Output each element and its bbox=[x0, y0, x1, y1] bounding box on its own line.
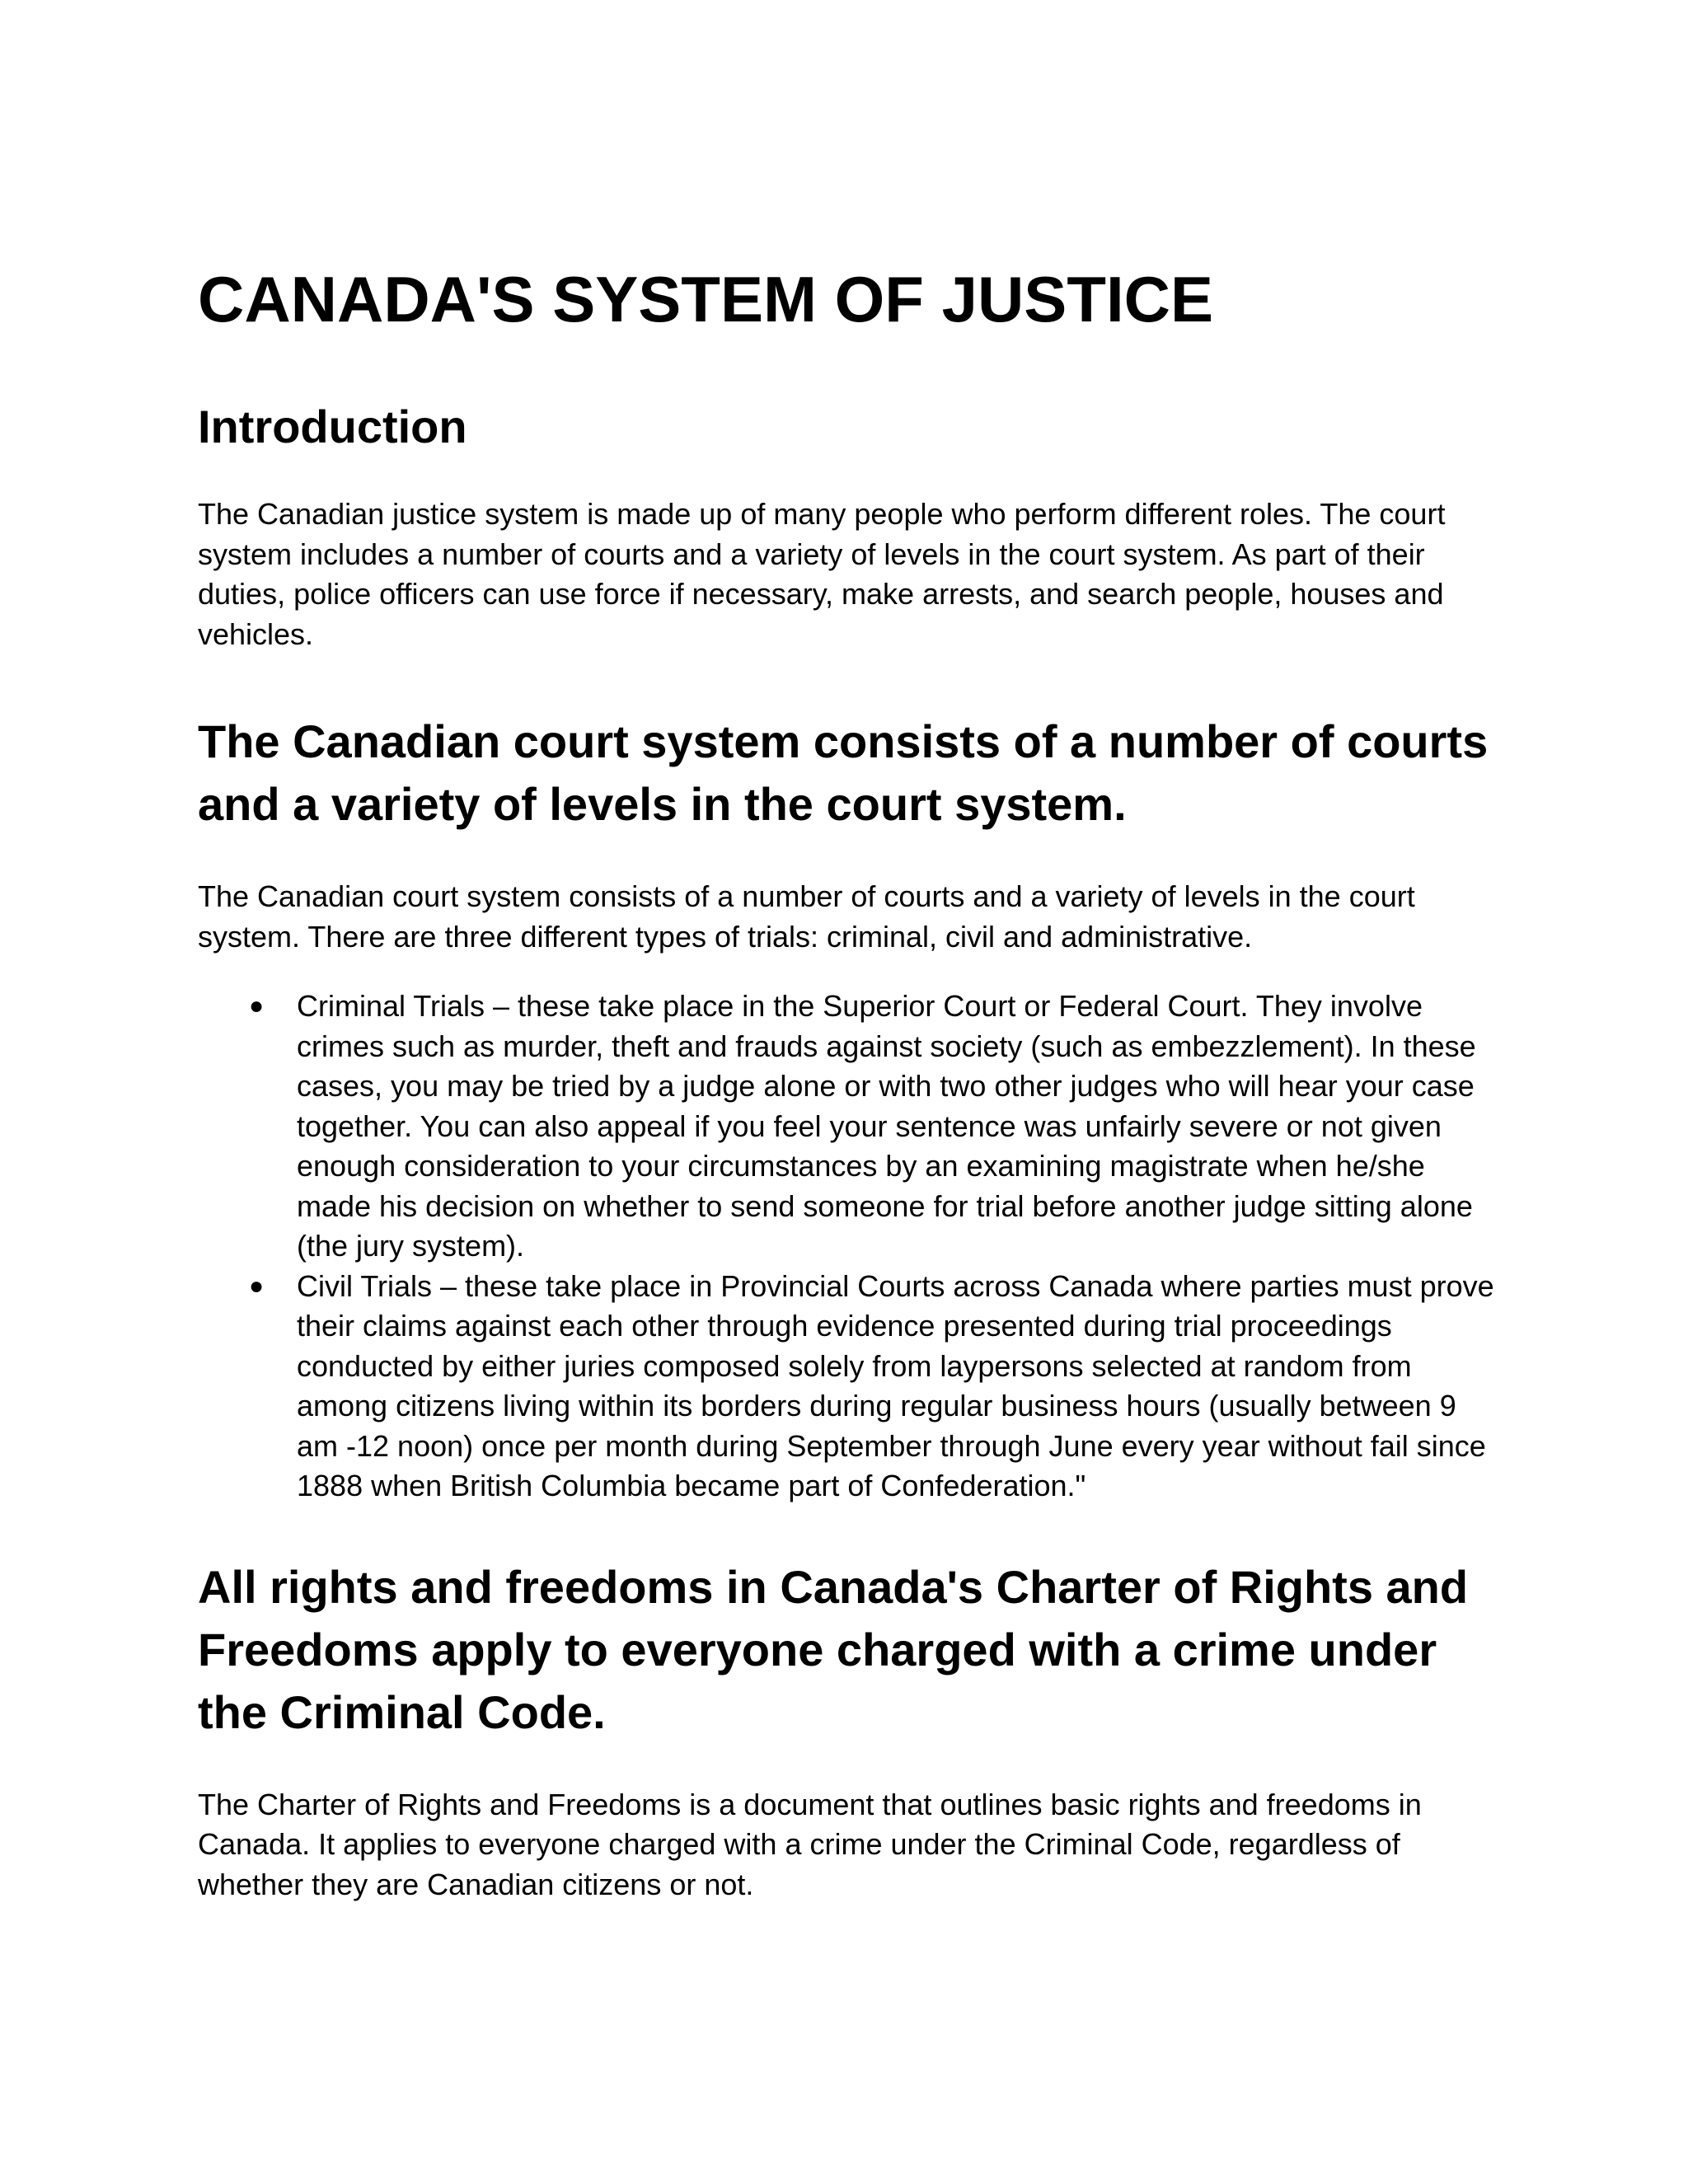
charter-paragraph: The Charter of Rights and Freedoms is a document that outlines basic rights and freedoms in Canada. It applies to everyone charged with a crime under the Criminal Code, regardless of whether they are Canadian citizens or not. bbox=[198, 1787, 1422, 1901]
document-title: CANADA'S SYSTEM OF JUSTICE bbox=[198, 263, 1214, 335]
court-system-paragraph: The Canadian court system consists of a number of courts and a variety of levels in the court system. There are three different types of trials: criminal, civil and administrative. bbox=[198, 879, 1415, 954]
court-system-heading: The Canadian court system consists of a number of courts and a variety of levels in the court system. bbox=[198, 715, 1489, 830]
list-item-text: Criminal Trials – these take place in the Superior Court or Federal Court. They involve crimes such as murder, theft and frauds against society (such as embezzlement). In these cases, you may be tried by a judge alone or with two other judges who will hear your case together. You can also appeal if you feel your sentence was unfairly severe or not given enough consideration to your circumstances by an examining magistrate when he/she made his decision on whether to send someone for trial before another judge sitting alone (the jury system). bbox=[297, 989, 1476, 1263]
introduction-heading: Introduction bbox=[198, 401, 467, 452]
list-item-civil-trials bbox=[198, 1267, 1500, 1507]
bullet-icon: ● bbox=[249, 1272, 265, 1300]
list-item-criminal-trials bbox=[198, 987, 1500, 1267]
document-body bbox=[198, 262, 1500, 1905]
introduction-paragraph: The Canadian justice system is made up of many people who perform different roles. The court system includes a number of courts and a variety of levels in the court system. As part of their duties, police officers can use force if necessary, make arrests, and search people, houses and vehicles. bbox=[198, 497, 1446, 651]
trial-types-list bbox=[198, 987, 1500, 1507]
list-item-text: Civil Trials – these take place in Provincial Courts across Canada where parties must prove their claims against each other through evidence presented during trial proceedings conducted by either juries composed solely from laypersons selected at random from among citizens living within its borders during regular business hours (usually between 9 am -12 noon) once per month during September through June every year without fail since 1888 when British Columbia became part of Confederation." bbox=[297, 1268, 1494, 1502]
charter-heading: All rights and freedoms in Canada's Charter of Rights and Freedoms apply to everyone charged with a crime under the Criminal Code. bbox=[198, 1560, 1469, 1738]
bullet-icon: ● bbox=[249, 992, 265, 1019]
